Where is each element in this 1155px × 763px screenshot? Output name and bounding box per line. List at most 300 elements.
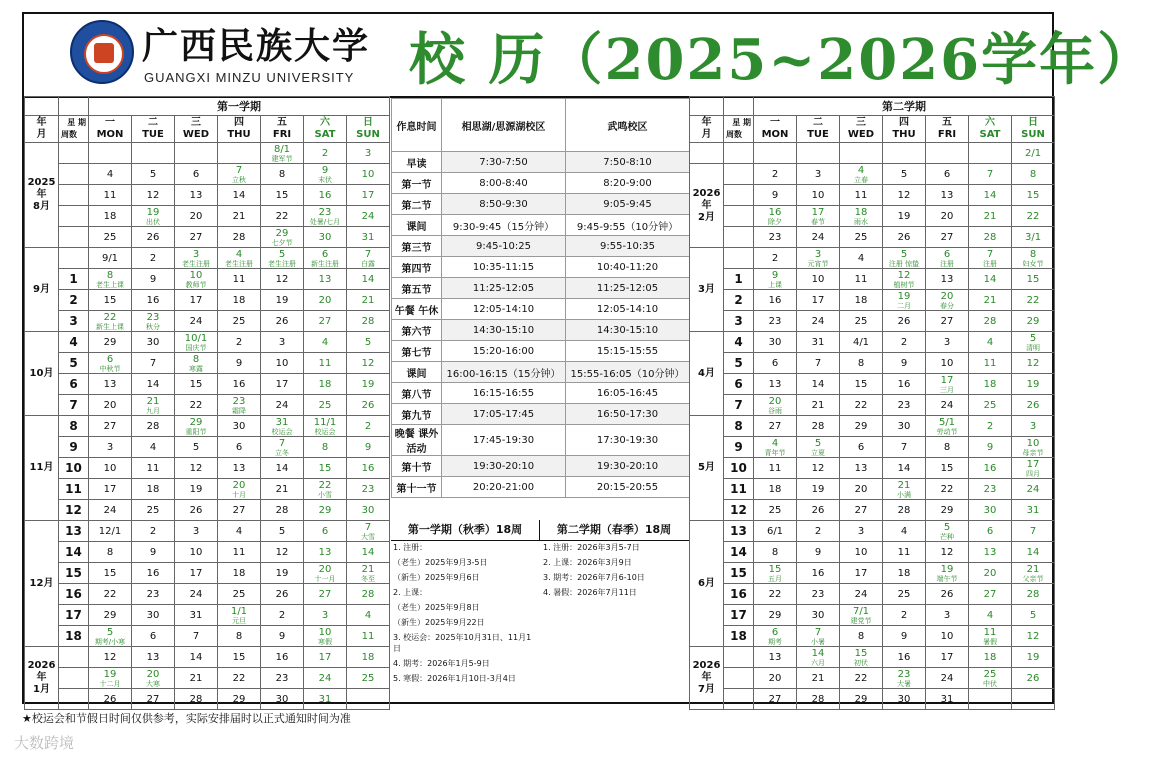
- sem1-day-number: 17: [189, 294, 203, 306]
- sem1-day-number: 10: [361, 168, 375, 180]
- sem1-day-number: 12/1: [98, 525, 122, 537]
- sem2-day-number: 25: [854, 315, 868, 327]
- sem2-day-cell: [754, 521, 797, 542]
- sem2-day-cell: [926, 542, 969, 563]
- sem2-day-cell: [754, 563, 797, 584]
- sem1-day-cell: [89, 395, 132, 416]
- sem1-day-note: 十一月: [314, 574, 336, 583]
- schedule-row: [392, 383, 690, 404]
- sem2-week-number: [724, 206, 754, 227]
- sem1-day-number: 14: [232, 189, 246, 201]
- sem2-day-cell: [926, 143, 969, 164]
- sem1-day-cell: [347, 563, 390, 584]
- sem2-day-number: 6: [771, 357, 779, 369]
- sem2-day-note: 立夏: [811, 448, 825, 457]
- sem2-day-cell: [797, 164, 840, 185]
- sem2-day-cell: [926, 374, 969, 395]
- sem1-day-number: 14: [146, 378, 160, 390]
- sem2-day-cell: [969, 206, 1012, 227]
- schedule-time-campus1: 16:00-16:15（15分钟）: [442, 362, 566, 383]
- schedule-header: [392, 99, 690, 152]
- sem2-day-number: 4: [986, 336, 994, 348]
- sem1-day-note: 国庆节: [185, 343, 207, 352]
- sem2-day-cell: [969, 584, 1012, 605]
- sem2-week-number: 17: [724, 605, 754, 626]
- sem2-day-cell: [840, 647, 883, 668]
- sem2-corner2: [724, 97, 754, 116]
- sem2-day-cell: [840, 542, 883, 563]
- sem1-day-cell: [304, 227, 347, 248]
- sem1-day-note: 老生注册: [225, 259, 253, 268]
- sem2-day-number: 6: [857, 441, 865, 453]
- sem2-day-header: 二 TUE: [797, 116, 840, 143]
- sem2-day-number: 24: [1026, 483, 1040, 495]
- sem1-day-note: 老生注册: [268, 259, 296, 268]
- sem1-day-number: 9: [321, 164, 329, 176]
- sem1-day-number: 30: [146, 609, 160, 621]
- sem1-day-cell: [304, 542, 347, 563]
- sem1-week-number: [59, 164, 89, 185]
- sem1-day-cell: [347, 332, 390, 353]
- sem2-week-number: 18: [724, 626, 754, 647]
- sem1-day-number: 22: [103, 311, 117, 323]
- sem2-col-year-month: 年 月: [690, 116, 724, 143]
- note-line: 5. 寒假：2026年1月10日-3月4日: [393, 674, 516, 683]
- sem1-col-week-a: 星 期: [67, 118, 86, 127]
- sem1-day-note: 九月: [146, 406, 160, 415]
- sem1-day-cell: [218, 164, 261, 185]
- sem1-corner2: [59, 97, 89, 116]
- sem2-day-number: 25: [854, 231, 868, 243]
- sem2-day-note: 期考: [768, 637, 782, 646]
- sem2-day-cell: [754, 458, 797, 479]
- sem1-day-cell: [218, 584, 261, 605]
- sem2-day-number: 15: [768, 563, 782, 575]
- schedule-time-campus1: 17:05-17:45: [442, 404, 566, 425]
- sem2-day-number: 31: [811, 336, 825, 348]
- sem1-day-number: 22: [103, 588, 117, 600]
- sem1-day-note: 老生上课: [96, 280, 124, 289]
- sem2-week-row: [690, 584, 1055, 605]
- sem2-day-note: 五月: [768, 574, 782, 583]
- sem1-day-note: 大寒: [146, 679, 160, 688]
- sem2-day-cell: [840, 164, 883, 185]
- sem2-day-number: 7: [986, 248, 994, 260]
- sem1-week-row: [25, 584, 390, 605]
- schedule-time-campus2: 15:15-15:55: [566, 341, 690, 362]
- sem1-day-number: 2: [149, 252, 157, 264]
- sem2-day-cell: [926, 416, 969, 437]
- sem1-day-number: 3: [192, 525, 200, 537]
- sem1-day-cell: [218, 353, 261, 374]
- sem1-day-number: 23: [318, 206, 332, 218]
- sem1-week-number: 3: [59, 311, 89, 332]
- sem1-day-number: 6: [106, 353, 114, 365]
- schedule-row: [392, 152, 690, 173]
- sem2-day-cell: [754, 500, 797, 521]
- sem2-day-cell: [969, 479, 1012, 500]
- sem1-day-number: 20: [103, 399, 117, 411]
- sem1-day-cell: [175, 374, 218, 395]
- sem1-day-cell: [304, 353, 347, 374]
- sem2-day-cell: [926, 626, 969, 647]
- sem2-day-cell: [1012, 374, 1055, 395]
- sem2-day-number: 18: [854, 206, 868, 218]
- sem1-day-cell: [261, 668, 304, 689]
- sem1-day-number: 17: [361, 189, 375, 201]
- sem2-day-cell: [1012, 416, 1055, 437]
- sem1-week-number: 10: [59, 458, 89, 479]
- sem2-day-cell: [883, 521, 926, 542]
- sem1-day-cell: [218, 332, 261, 353]
- sem2-day-cell: [969, 164, 1012, 185]
- sem2-day-number: 12: [940, 546, 954, 558]
- sem1-day-cell: [304, 248, 347, 269]
- sem2-day-cell: [797, 584, 840, 605]
- sem1-day-cell: [175, 647, 218, 668]
- sem2-day-cell: [797, 542, 840, 563]
- sem1-day-header: 四 THU: [218, 116, 261, 143]
- sem1-day-cell: [89, 437, 132, 458]
- sem2-day-number: 28: [811, 420, 825, 432]
- sem2-day-number: 25: [897, 588, 911, 600]
- sem2-day-number: 28: [1026, 588, 1040, 600]
- sem2-day-cell: [926, 668, 969, 689]
- sem1-day-number: 22: [232, 672, 246, 684]
- sem1-day-cell: [218, 269, 261, 290]
- sem2-day-number: 11: [854, 273, 868, 285]
- sem2-day-number: 8: [1029, 248, 1037, 260]
- sem2-day-number: 18: [897, 567, 911, 579]
- sem1-week-number: [59, 689, 89, 710]
- sem1-day-number: 3: [106, 441, 114, 453]
- sem2-day-cell: [840, 332, 883, 353]
- sem1-day-cell: [347, 143, 390, 164]
- sem1-day-number: 19: [103, 668, 117, 680]
- sem1-day-number: 28: [275, 504, 289, 516]
- sem2-day-cell: [797, 227, 840, 248]
- sem1-week-row: [25, 479, 390, 500]
- sem1-day-cell: [89, 185, 132, 206]
- sem1-day-cell: [261, 626, 304, 647]
- sem1-day-note: 新生注册: [311, 259, 339, 268]
- sem2-day-number: 11: [854, 189, 868, 201]
- sem2-week-row: [690, 227, 1055, 248]
- sem2-day-number: 3: [943, 609, 951, 621]
- sem2-day-number: 28: [983, 231, 997, 243]
- sem2-day-cell: [797, 248, 840, 269]
- sem1-week-row: [25, 437, 390, 458]
- notes-sem1: [393, 542, 539, 688]
- sem2-day-note: 注册: [940, 259, 954, 268]
- sem2-day-cell: [1012, 479, 1055, 500]
- sem2-day-header: 五 FRI: [926, 116, 969, 143]
- sem2-day-number: 6/1: [766, 525, 784, 537]
- sem1-day-cell: [89, 479, 132, 500]
- sem1-day-number: 16: [232, 378, 246, 390]
- sem2-day-number: 9: [900, 357, 908, 369]
- sem1-day-number: 23: [146, 311, 160, 323]
- sem2-day-note: 建党节: [850, 616, 872, 625]
- sem2-day-note: 大暑: [897, 679, 911, 688]
- sem2-day-cell: [797, 563, 840, 584]
- sem2-day-number: 21: [811, 399, 825, 411]
- sem2-day-cell: [926, 521, 969, 542]
- sem1-day-cell: [304, 521, 347, 542]
- sem1-day-number: 2: [149, 525, 157, 537]
- sem2-day-note: 小暑: [811, 637, 825, 646]
- sem2-day-cell: [840, 248, 883, 269]
- sem1-col-year-month: 年 月: [25, 116, 59, 143]
- sem2-day-number: 12: [1026, 630, 1040, 642]
- sem2-day-number: 11: [768, 462, 782, 474]
- sem1-day-number: 25: [103, 231, 117, 243]
- sem2-day-number: 23: [768, 315, 782, 327]
- sem1-day-number: 20: [189, 210, 203, 222]
- sem1-week-row: [25, 269, 390, 290]
- sem2-day-number: 10: [854, 546, 868, 558]
- sem1-day-number: 17: [189, 567, 203, 579]
- sem2-day-number: 13: [940, 189, 954, 201]
- sem2-day-number: 10: [1026, 437, 1040, 449]
- sem2-day-note: 元宵节: [807, 259, 829, 268]
- sem1-week-row: [25, 290, 390, 311]
- sem2-week-number: 16: [724, 584, 754, 605]
- sem2-day-cell: [926, 479, 969, 500]
- sem2-day-number: 13: [768, 378, 782, 390]
- sem1-day-note: 出伏: [146, 217, 160, 226]
- sem2-day-number: 10: [811, 273, 825, 285]
- sem2-week-number: 2: [724, 290, 754, 311]
- sem1-day-note: 寒假: [318, 637, 332, 646]
- sem1-week-number: [59, 647, 89, 668]
- schedule-time-campus1: 12:05-14:10: [442, 299, 566, 320]
- sem1-day-number: 8: [192, 353, 200, 365]
- sem1-week-row: [25, 500, 390, 521]
- sem2-day-note: 青年节: [764, 448, 786, 457]
- sem2-week-row: [690, 248, 1055, 269]
- sem2-day-cell: [969, 248, 1012, 269]
- sem2-day-cell: [969, 542, 1012, 563]
- sem2-month-label: 5月: [690, 416, 724, 521]
- sem1-day-number: 22: [318, 479, 332, 491]
- note-line: 4. 暑假：2026年7月11日: [543, 588, 637, 597]
- sem1-day-cell: [218, 374, 261, 395]
- sem2-day-number: 2: [900, 609, 908, 621]
- sem1-week-number: 17: [59, 605, 89, 626]
- schedule-period: 第十一节: [392, 477, 442, 498]
- sem1-day-cell: [132, 395, 175, 416]
- sem2-day-note: 六月: [811, 658, 825, 667]
- sem2-day-number: 23: [897, 668, 911, 680]
- schedule-period: 第九节: [392, 404, 442, 425]
- schedule-period: 第三节: [392, 236, 442, 257]
- sem2-week-number: [724, 185, 754, 206]
- sem1-week-number: 6: [59, 374, 89, 395]
- sem2-day-cell: [969, 311, 1012, 332]
- sem1-day-cell: [304, 437, 347, 458]
- schedule-time-campus1: 9:30-9:45（15分钟）: [442, 215, 566, 236]
- sem2-day-cell: [883, 689, 926, 710]
- sem1-day-cell: [261, 542, 304, 563]
- sem2-day-cell: [1012, 164, 1055, 185]
- schedule-time-campus2: 9:45-9:55（10分钟）: [566, 215, 690, 236]
- sem2-week-row: [690, 521, 1055, 542]
- sem2-day-cell: [754, 395, 797, 416]
- sem1-day-cell: [89, 374, 132, 395]
- sem2-day-number: 26: [811, 504, 825, 516]
- sem2-week-number: [724, 227, 754, 248]
- sem1-day-cell: [175, 290, 218, 311]
- sem1-day-cell: [261, 395, 304, 416]
- sem1-day-number: 4: [149, 441, 157, 453]
- sem2-day-cell: [840, 290, 883, 311]
- sem2-day-cell: [883, 311, 926, 332]
- sem1-day-number: 29: [103, 609, 117, 621]
- sem2-day-cell: [754, 647, 797, 668]
- sem2-day-number: 4: [771, 437, 779, 449]
- sem1-day-number: 24: [361, 210, 375, 222]
- sem1-day-cell: [304, 332, 347, 353]
- sem1-day-note: 白露: [361, 259, 376, 268]
- sem1-week-number: 1: [59, 269, 89, 290]
- sem2-day-cell: [797, 605, 840, 626]
- sem1-day-number: 6: [321, 525, 329, 537]
- sem2-week-number: 15: [724, 563, 754, 584]
- sem1-day-cell: [89, 416, 132, 437]
- sem1-day-number: 24: [189, 315, 203, 327]
- schedule-row: [392, 194, 690, 215]
- sem1-day-number: 25: [318, 399, 332, 411]
- sem1-week-number: 11: [59, 479, 89, 500]
- sem1-day-number: 12: [189, 462, 203, 474]
- sem2-day-note: 清明: [1026, 343, 1041, 352]
- schedule-table: [391, 98, 690, 498]
- sem2-day-cell: [797, 437, 840, 458]
- sem2-day-number: 17: [940, 651, 954, 663]
- sem2-day-cell: [797, 311, 840, 332]
- sem1-day-cell: [304, 416, 347, 437]
- sem2-day-cell: [883, 164, 926, 185]
- schedule-row: [392, 215, 690, 236]
- sem1-day-number: 15: [103, 294, 117, 306]
- sem1-day-cell: [347, 584, 390, 605]
- sem1-day-cell: [175, 458, 218, 479]
- sem1-day-number: 3: [278, 336, 286, 348]
- sem2-day-number: 7: [986, 168, 994, 180]
- sem1-day-number: 17: [318, 651, 332, 663]
- sem2-day-number: 25: [983, 399, 997, 411]
- sem2-day-cell: [840, 416, 883, 437]
- sem1-day-cell: [218, 185, 261, 206]
- sem1-day-note: 老生注册: [182, 259, 210, 268]
- sem2-day-number: 22: [854, 399, 868, 411]
- sem2-day-cell: [883, 542, 926, 563]
- sem2-day-cell: [926, 500, 969, 521]
- sem2-week-number: [724, 143, 754, 164]
- sem2-week-row: [690, 164, 1055, 185]
- sem1-day-cell: [261, 311, 304, 332]
- sem1-day-number: 24: [318, 672, 332, 684]
- sem2-day-number: 27: [983, 588, 997, 600]
- sem1-day-cell: [218, 416, 261, 437]
- sem1-day-number: 4: [364, 609, 372, 621]
- sem2-day-number: 24: [940, 399, 954, 411]
- sem1-day-cell: [132, 416, 175, 437]
- sem2-day-number: 26: [1026, 672, 1040, 684]
- sem1-day-cell: [132, 689, 175, 710]
- sem2-day-cell: [926, 206, 969, 227]
- sem2-day-cell: [883, 269, 926, 290]
- sem1-week-row: [25, 374, 390, 395]
- sem1-day-cell: [89, 164, 132, 185]
- sem1-day-cell: [304, 689, 347, 710]
- sem2-day-number: 2: [986, 420, 994, 432]
- sem1-week-number: 8: [59, 416, 89, 437]
- sem2-day-number: 17: [811, 206, 825, 218]
- sem2-week-row: [690, 332, 1055, 353]
- sem1-day-number: 16: [146, 567, 160, 579]
- sem2-day-cell: [926, 311, 969, 332]
- sem2-day-number: 20: [983, 567, 997, 579]
- schedule-row: [392, 173, 690, 194]
- sem2-day-cell: [754, 143, 797, 164]
- sem2-day-note: 芒种: [940, 532, 954, 541]
- sem1-day-number: 1/1: [230, 605, 248, 617]
- sem1-day-note: 小雪: [318, 490, 332, 499]
- sem1-day-cell: [261, 143, 304, 164]
- sem2-day-note: 注册 惊蛰: [888, 259, 920, 268]
- sem1-day-cell: [261, 248, 304, 269]
- sem1-day-cell: [261, 353, 304, 374]
- sem1-day-number: 11: [103, 189, 117, 201]
- sem1-day-number: 13: [189, 189, 203, 201]
- sem1-week-row: [25, 227, 390, 248]
- sem1-week-number: 14: [59, 542, 89, 563]
- sem2-month-label: [690, 143, 724, 164]
- sem2-day-number: 27: [768, 693, 782, 705]
- sem2-day-cell: [926, 563, 969, 584]
- sem1-day-cell: [132, 437, 175, 458]
- sem2-day-note: 注册: [983, 259, 997, 268]
- sem2-day-number: 14: [983, 189, 997, 201]
- sem2-day-note: 二月: [897, 301, 911, 310]
- sem2-day-number: 16: [768, 294, 782, 306]
- sem1-day-number: 2: [364, 420, 372, 432]
- sem1-day-cell: [89, 353, 132, 374]
- sem1-day-cell: [89, 542, 132, 563]
- sem1-day-cell: [218, 521, 261, 542]
- semester1-calendar: [24, 96, 390, 710]
- sem1-day-number: 7: [192, 630, 200, 642]
- sem1-day-number: 30: [361, 504, 375, 516]
- sem1-week-number: 16: [59, 584, 89, 605]
- sem2-day-cell: [969, 647, 1012, 668]
- sem2-day-cell: [1012, 437, 1055, 458]
- sem1-day-note: 元旦: [232, 616, 246, 625]
- sem2-day-number: 6: [943, 248, 951, 260]
- sem2-day-number: 12: [811, 462, 825, 474]
- sem1-day-cell: [261, 689, 304, 710]
- sem1-day-number: 16: [275, 651, 289, 663]
- sem2-day-cell: [1012, 521, 1055, 542]
- sem1-day-cell: [132, 248, 175, 269]
- sem1-day-number: 6: [235, 441, 243, 453]
- sem2-day-number: 7: [900, 441, 908, 453]
- sem1-week-number: 15: [59, 563, 89, 584]
- sem2-week-number: 11: [724, 479, 754, 500]
- sem2-day-cell: [883, 626, 926, 647]
